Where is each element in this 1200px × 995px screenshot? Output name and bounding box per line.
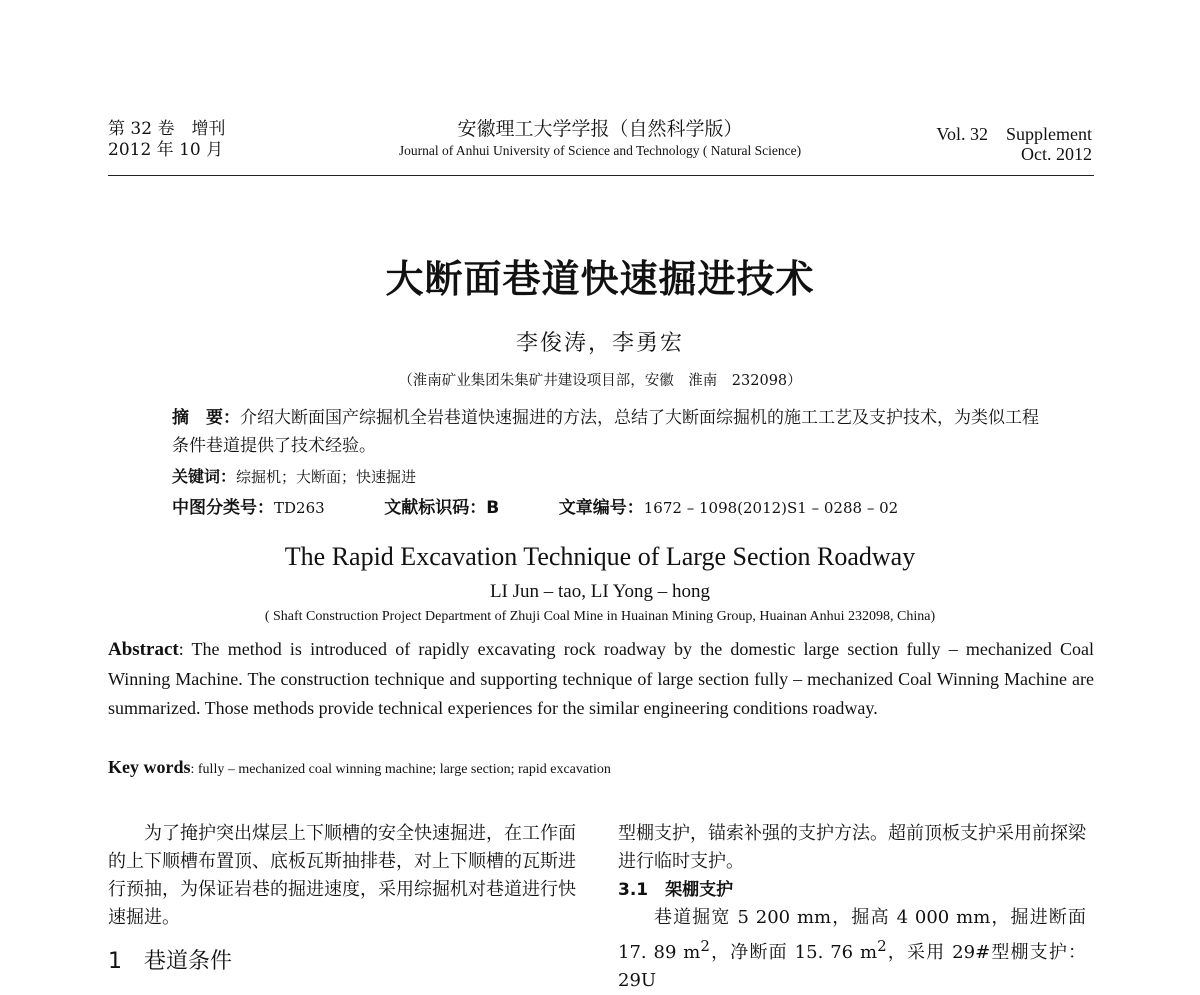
body-left-column	[108, 820, 576, 932]
publication-date-cn: 2012 年 10 月	[108, 140, 224, 160]
keywords-cn	[172, 466, 416, 488]
journal-name	[330, 119, 870, 161]
doc-code-label: 文献标识码：	[384, 498, 487, 518]
section-1-heading: 1 巷道条件	[108, 949, 232, 974]
article-no-label: 文章编号：	[558, 498, 644, 518]
abstract-text-en: : The method is introduced of rapidly excavating rock roadway by the domestic large section fully – mechanized Coal Winning Machine. The construction technique and supporting technique of large section fully – mechanized Coal Winning Machine are summarized. Those methods provide technical experiences for the similar engineering conditions roadway.	[108, 639, 1094, 718]
area-unit-superscript: 2	[877, 937, 887, 955]
article-title-en: The Rapid Excavation Technique of Large Section Roadway	[284, 542, 916, 571]
subsection-3-1-heading: 3.1 架棚支护	[618, 880, 734, 900]
abstract-cn	[172, 404, 1052, 460]
journal-volume-info	[108, 119, 225, 161]
article-title-cn: 大断面巷道快速掘进技术	[385, 256, 815, 301]
section-dimensions-text: 巷道掘宽 5 200 mm，掘高 4 000 mm，掘进断面 17. 89 m	[618, 907, 1086, 963]
abstract-en	[108, 635, 1094, 724]
clc-value: TD263	[274, 499, 325, 517]
classification-row	[172, 496, 898, 520]
authors-en: LI Jun – tao, LI Yong – hong	[489, 581, 711, 602]
abstract-text-cn: 介绍大断面国产综掘机全岩巷道快速掘进的方法，总结了大断面综掘机的施工工艺及支护技术，为类似工程条件巷道提供了技术经验。	[172, 408, 1039, 456]
journal-name-en: Journal of Anhui University of Science and Technology ( Natural Science)	[398, 143, 802, 158]
affiliation-cn: （淮南矿业集团朱集矿井建设项目部，安徽 淮南 232098）	[398, 373, 802, 389]
body-right-column	[618, 820, 1086, 995]
journal-name-cn: 安徽理工大学学报（自然科学版）	[457, 118, 743, 140]
affiliation-en: ( Shaft Construction Project Department of Zhuji Coal Mine in Huainan Mining Group, Huainan Anhui 232098, China)	[264, 609, 936, 624]
support-type-text: ，采用 29#型棚支护：29U	[618, 942, 1087, 991]
publication-date-en: Oct. 2012	[1021, 144, 1092, 164]
volume-issue: 第 32 卷 增刊	[108, 119, 226, 139]
support-paragraph: 型棚支护，锚索补强的支护方法。超前顶板支护采用前探梁进行临时支护。	[618, 823, 1086, 872]
net-section-text: ，净断面 15. 76 m	[709, 942, 878, 963]
header-rule	[108, 175, 1094, 176]
intro-paragraph: 为了掩护突出煤层上下顺槽的安全快速掘进，在工作面的上下顺槽布置顶、底板瓦斯抽排巷，对上下顺槽的瓦斯进行预抽，为保证岩巷的掘进速度，采用综掘机对巷道进行快速掘进。	[108, 823, 576, 928]
area-unit-superscript: 2	[700, 937, 710, 955]
keywords-en	[108, 757, 611, 778]
keywords-text-cn: 综掘机；大断面；快速掘进	[236, 468, 417, 486]
abstract-label-cn: 摘 要：	[172, 408, 240, 428]
abstract-label-en: Abstract	[108, 639, 179, 660]
shed-support-paragraph	[618, 904, 1086, 995]
journal-volume-en	[936, 124, 1092, 164]
doc-code-value: B	[486, 498, 500, 518]
clc-label: 中图分类号：	[172, 498, 274, 518]
keywords-label-cn: 关键词：	[172, 467, 237, 486]
keywords-label-en: Key words	[108, 757, 191, 777]
keywords-text-en: : fully – mechanized coal winning machine; large section; rapid excavation	[190, 762, 611, 777]
volume-supplement: Vol. 32 Supplement	[936, 124, 1092, 144]
authors-cn: 李俊涛，李勇宏	[515, 331, 684, 356]
article-no-value: 1672 – 1098(2012)S1 – 0288 – 02	[643, 499, 899, 517]
